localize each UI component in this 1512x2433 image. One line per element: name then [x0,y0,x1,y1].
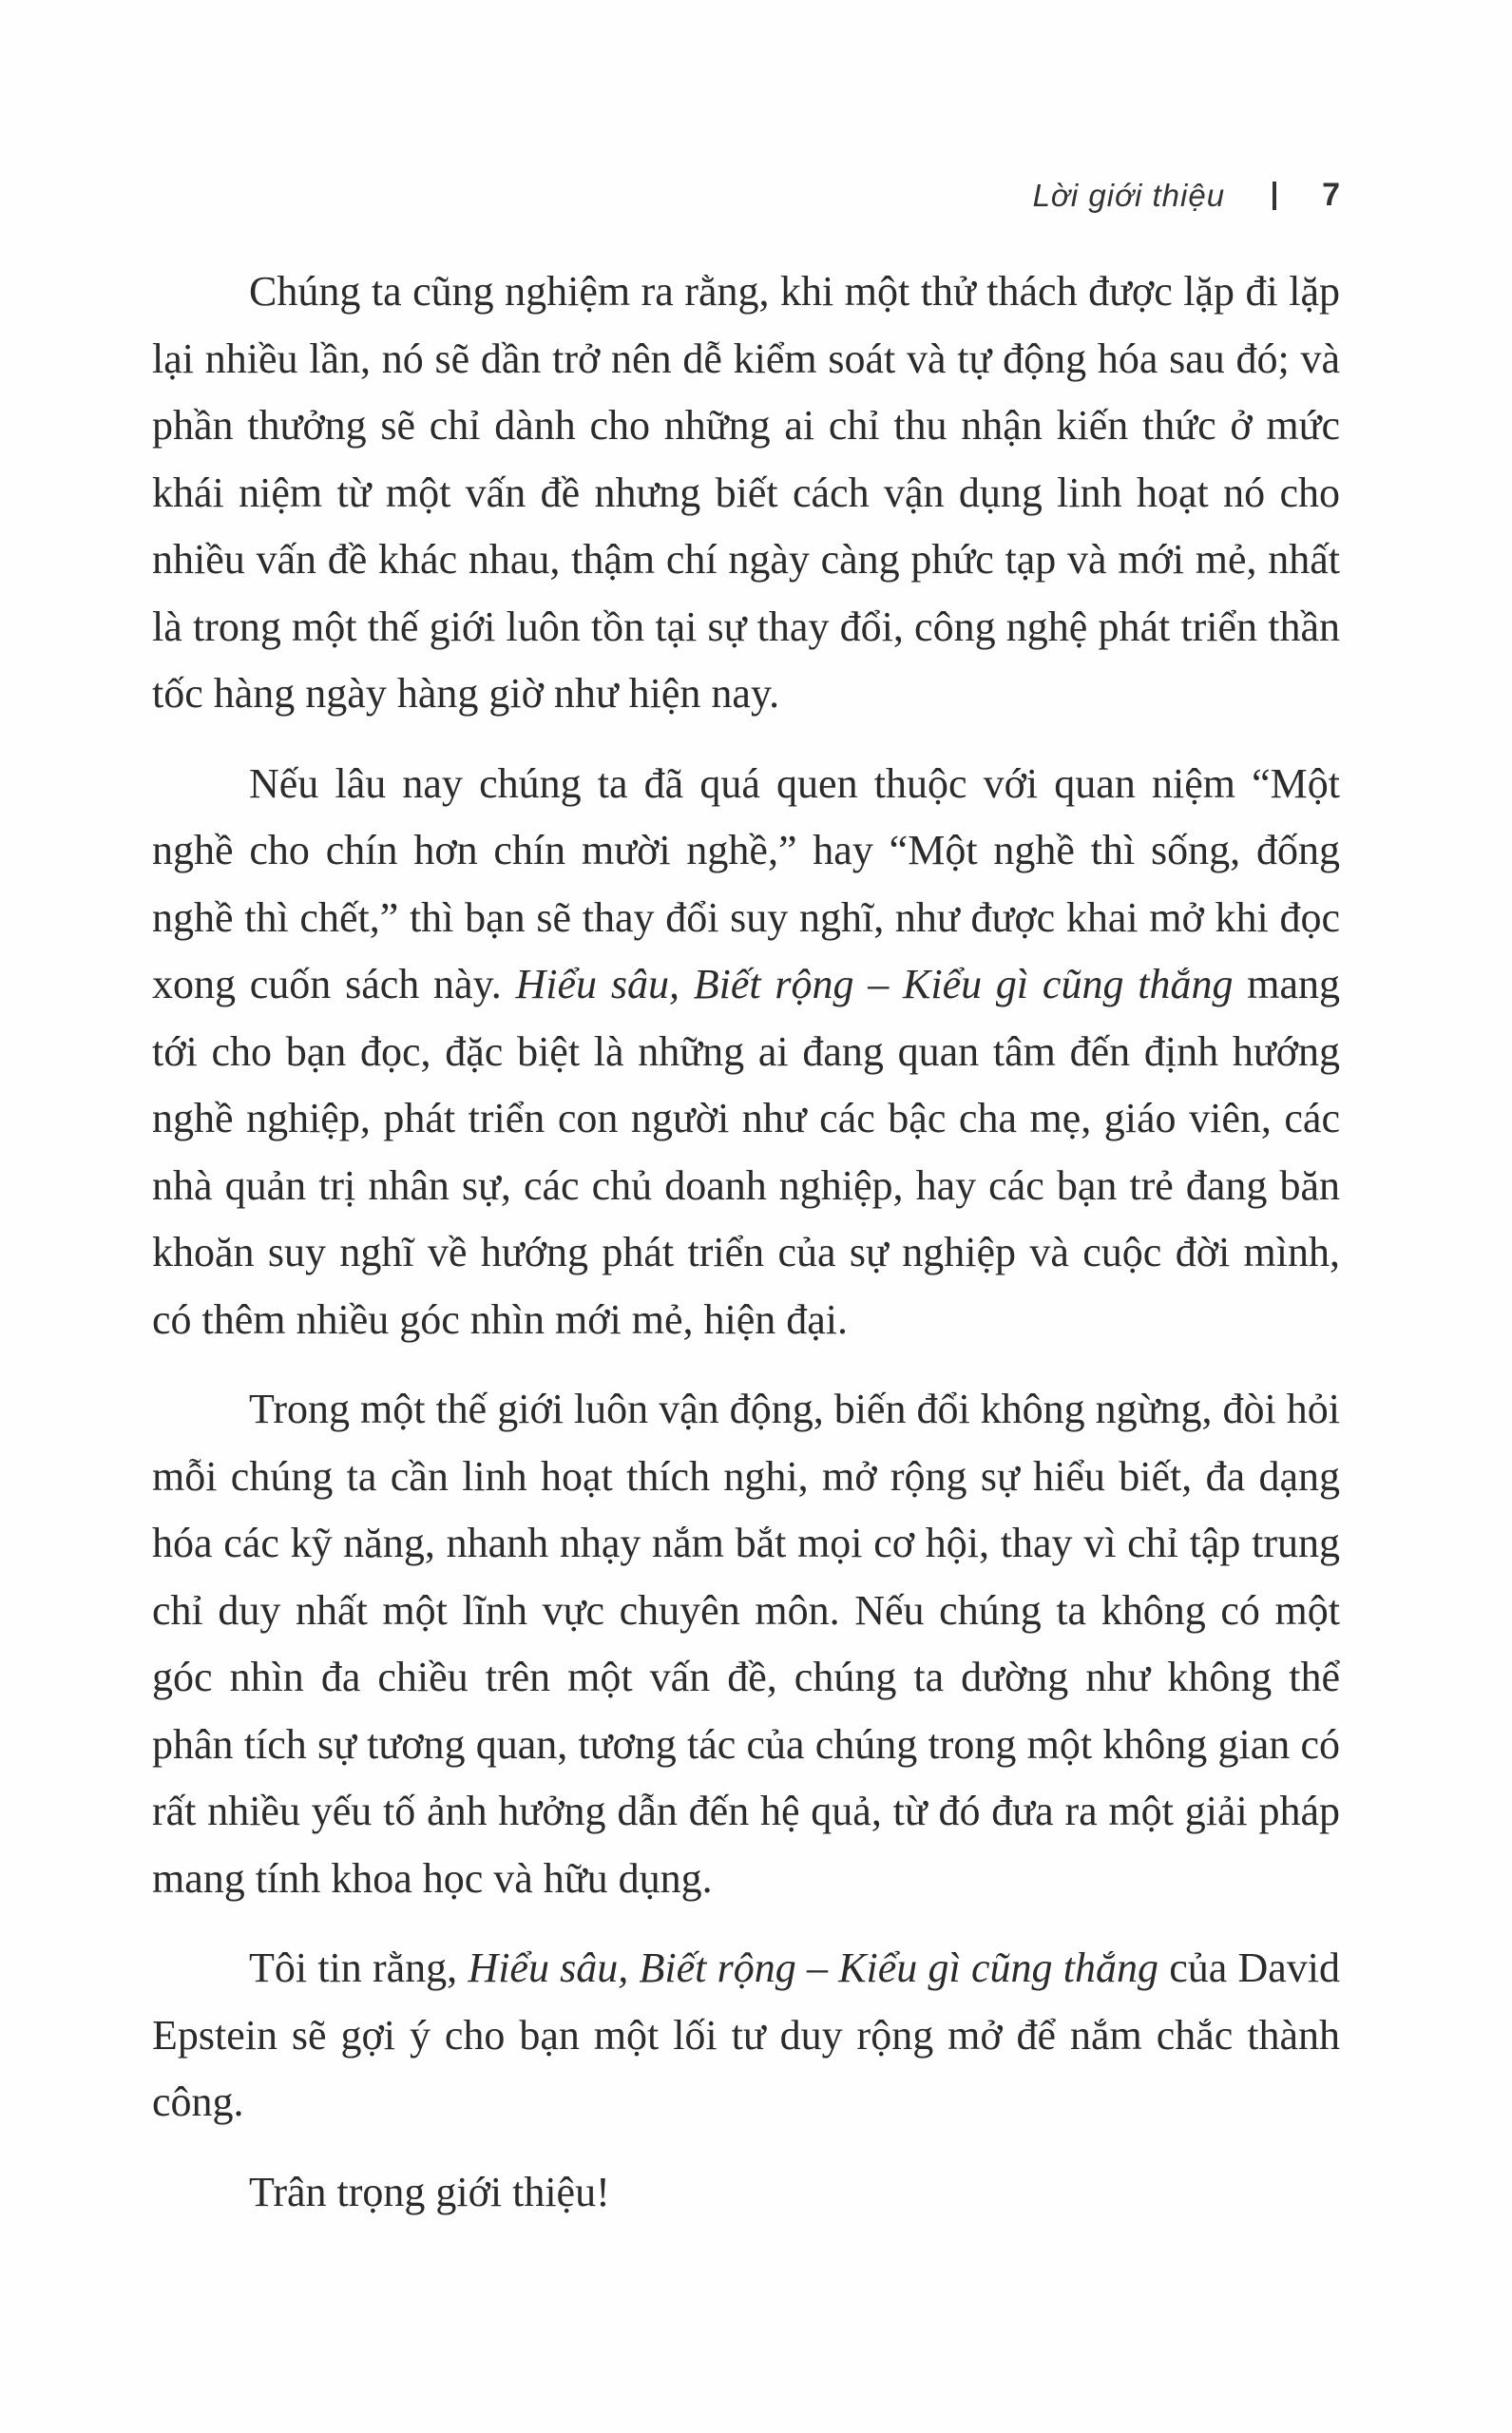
header-divider [1273,182,1276,210]
chapter-title: Lời giới thiệu [1032,177,1226,213]
paragraph-text: Nếu lâu nay chúng ta đã quá quen thuộc với quan niệm “Một nghề cho chín hơn chín mười nghề,” hay “Một nghề thì sống, đống nghề thì chết,” thì bạn sẽ thay đổi suy nghĩ, như được khai mở khi đọc xong cuốn sách này. [152,759,1340,1007]
page-number: 7 [1322,177,1340,213]
paragraph [152,751,1340,1354]
paragraph-text: Tôi tin rằng, [249,1944,458,1991]
closing-line: Trân trọng giới thiệu! [249,2168,610,2215]
paragraph: Trong một thế giới luôn vận động, biến đổi không ngừng, đòi hỏi mỗi chúng ta cần linh hoạt thích nghi, mở rộng sự hiểu biết, đa dạng hóa các kỹ năng, nhanh nhạy nắm bắt mọi cơ hội, thay vì chỉ tập trung chỉ duy nhất một lĩnh vực chuyên môn. Nếu chúng ta không có một góc nhìn đa chiều trên một vấn đề, chúng ta dường như không thể phân tích sự tương quan, tương tác của chúng trong một không gian có rất nhiều yếu tố ảnh hưởng dẫn đến hệ quả, từ đó đưa ra một giải pháp mang tính khoa học và hữu dụng. [152,1386,1340,1902]
paragraph [152,1935,1340,2136]
book-title: Hiểu sâu, Biết rộng – Kiểu gì cũng thắng [468,1944,1158,1991]
body-text [152,259,1340,2226]
running-header [950,177,1340,214]
book-title: Hiểu sâu, Biết rộng – Kiểu gì cũng thắng [515,961,1234,1007]
paragraph-text: của David Epstein sẽ gợi ý cho bạn một lối tư duy rộng mở để nắm chắc thành công. [152,1944,1341,2125]
paragraph-text: mang tới cho bạn đọc, đặc biệt là những ai đang quan tâm đến định hướng nghề nghiệp, phát triển con người như các bậc cha mẹ, giáo viên, các nhà quản trị nhân sự, các chủ doanh nghiệp, hay các bạn trẻ đang băn khoăn suy nghĩ về hướng phát triển của sự nghiệp và cuộc đời mình, có thêm nhiều góc nhìn mới mẻ, hiện đại. [152,961,1341,1343]
paragraph: Chúng ta cũng nghiệm ra rằng, khi một thử thách được lặp đi lặp lại nhiều lần, nó sẽ dần trở nên dễ kiểm soát và tự động hóa sau đó; và phần thưởng sẽ chỉ dành cho những ai chỉ thu nhận kiến thức ở mức khái niệm từ một vấn đề nhưng biết cách vận dụng linh hoạt nó cho nhiều vấn đề khác nhau, thậm chí ngày càng phức tạp và mới mẻ, nhất là trong một thế giới luôn tồn tại sự thay đổi, công nghệ phát triển thần tốc hàng ngày hàng giờ như hiện nay. [152,268,1340,717]
